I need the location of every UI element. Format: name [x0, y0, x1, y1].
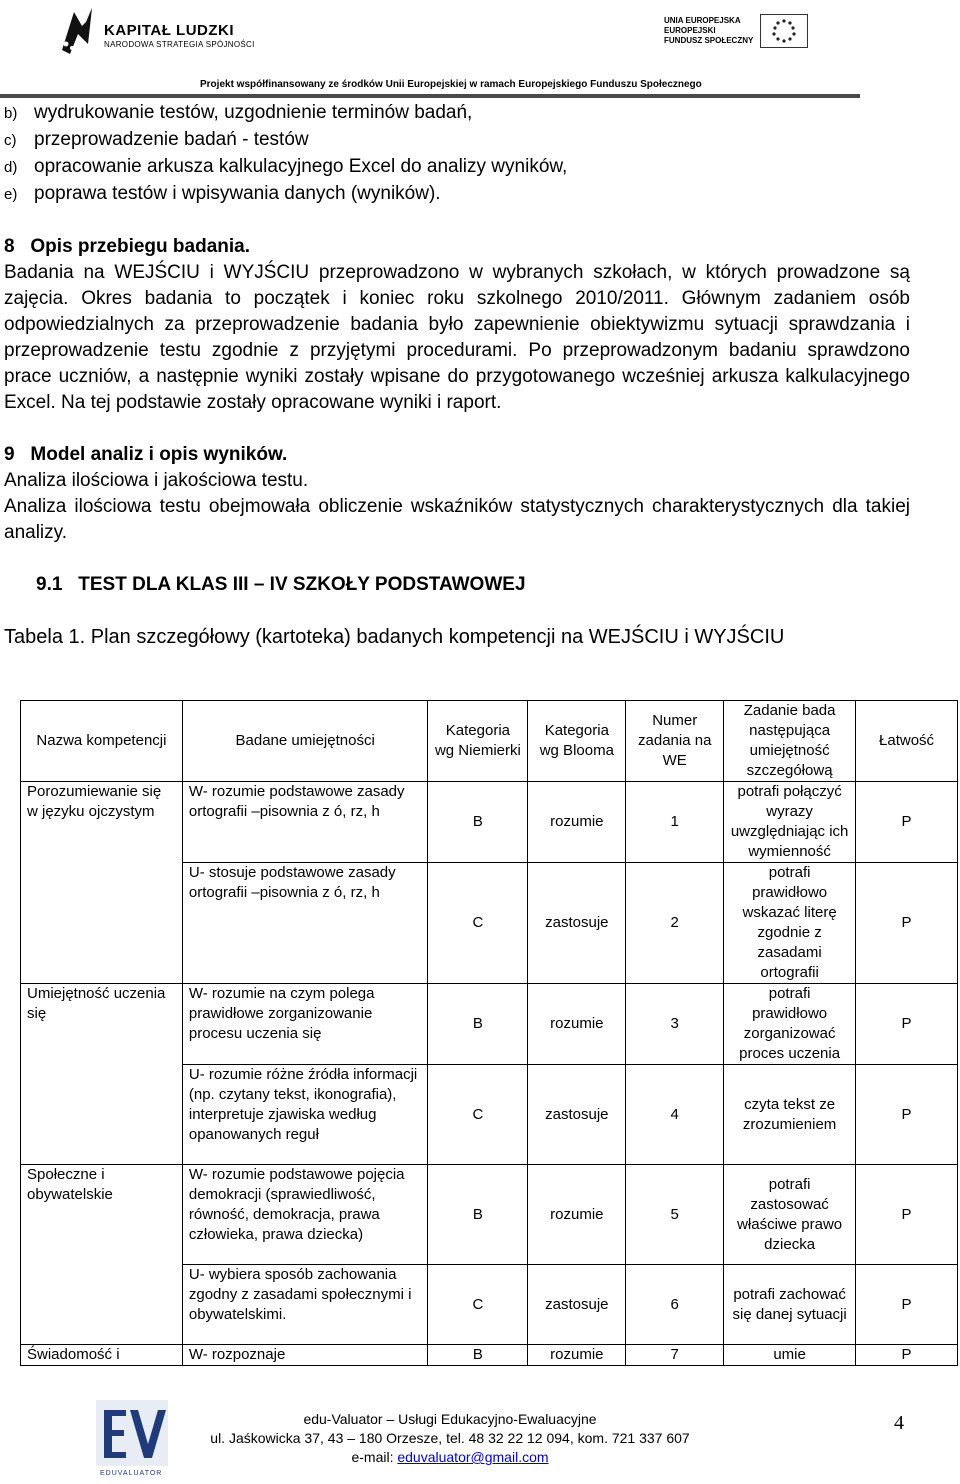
list-item [4, 181, 910, 208]
ease-cell: P [856, 863, 958, 984]
eu-label-line2: EUROPEJSKI [664, 26, 716, 35]
list-marker: d) [4, 159, 18, 176]
competency-table [20, 700, 958, 1366]
section-9-line: Analiza ilościowa i jakościowa testu. [4, 470, 309, 491]
task-number-cell: 7 [626, 1345, 724, 1366]
section-9-1-heading [4, 572, 910, 598]
table-title: Tabela 1. Plan szczegółowy (kartoteka) badanych kompetencji na WEJŚCIU i WYJŚCIU [4, 626, 785, 648]
task-number-cell: 5 [626, 1165, 724, 1265]
niemierko-cell: B [428, 782, 528, 863]
list-text: opracowanie arkusza kalkulacyjnego Excel do analizy wyników, [34, 156, 568, 177]
bloom-cell: zastosuje [528, 1065, 626, 1165]
list-text: przeprowadzenie badań - testów [34, 129, 309, 150]
footer-brand: EDUVALUATOR [100, 1470, 163, 1477]
task-detail-cell: potrafi zachować się danej sytuacji [724, 1265, 856, 1345]
section-9-paragraph: Analiza ilościowa testu obejmowała obliczenie wskaźników statystycznych charakterystycznych dla takiej analizy. [4, 496, 910, 543]
skill-cell: U- rozumie różne źródła informacji (np. czytany tekst, ikonografia), interpretuje zjawiska według opanowanych reguł [182, 1065, 428, 1165]
header-niemierko: Kategoria wg Niemierki [428, 701, 528, 782]
list-text: wydrukowanie testów, uzgodnienie terminów badań, [34, 102, 473, 123]
ease-cell: P [856, 1345, 958, 1366]
task-number-cell: 6 [626, 1265, 724, 1345]
task-detail-cell: czyta tekst ze zrozumieniem [724, 1065, 856, 1165]
skill-cell: W- rozumie podstawowe pojęcia demokracji (sprawiedliwość, równość, demokracja, prawa człowieka, prawa dziecka) [182, 1165, 428, 1265]
section-9-1-number: 9.1 [36, 574, 63, 595]
list-item [4, 100, 910, 127]
competency-cell: Świadomość i [21, 1345, 183, 1366]
ease-cell: P [856, 1165, 958, 1265]
table-row [21, 984, 958, 1065]
eu-flag-icon [760, 14, 808, 48]
ease-cell: P [856, 1265, 958, 1345]
skill-cell: W- rozumie na czym polega prawidłowe zorganizowanie procesu uczenia się [182, 984, 428, 1065]
document-body [4, 98, 910, 650]
bloom-cell: rozumie [528, 1345, 626, 1366]
ease-cell: P [856, 782, 958, 863]
header-competency: Nazwa kompetencji [21, 701, 183, 782]
page-header [0, 0, 960, 100]
list-marker: e) [4, 186, 18, 203]
competency-cell: Umiejętność uczenia się [21, 984, 183, 1165]
footer-company: edu-Valuator – Usługi Edukacyjno-Ewaluacyjne [303, 1411, 597, 1427]
task-detail-cell: potrafi połączyć wyrazy uwzględniając ich wymienność [724, 782, 856, 863]
list-item [4, 127, 910, 154]
bloom-cell: rozumie [528, 782, 626, 863]
list-item [4, 154, 910, 181]
list-marker: b) [4, 105, 18, 122]
ease-cell: P [856, 1065, 958, 1165]
niemierko-cell: B [428, 984, 528, 1065]
footer-email-link[interactable]: eduvaluator@gmail.com [397, 1449, 549, 1465]
kapital-ludzki-logo-icon [52, 4, 102, 56]
kapital-ludzki-subtitle: NARODOWA STRATEGIA SPÓJNOŚCI [104, 40, 255, 49]
header-bloom: Kategoria wg Blooma [528, 701, 626, 782]
header-task-detail: Zadanie bada następująca umiejętność szczegółową [724, 701, 856, 782]
table-row [21, 782, 958, 863]
niemierko-cell: C [428, 1065, 528, 1165]
bloom-cell: zastosuje [528, 1265, 626, 1345]
niemierko-cell: B [428, 1345, 528, 1366]
task-detail-cell: umie [724, 1345, 856, 1366]
competency-cell: Społeczne i obywatelskie [21, 1165, 183, 1345]
skill-cell: W- rozumie podstawowe zasady ortografii –pisownia z ó, rz, h [182, 782, 428, 863]
niemierko-cell: C [428, 1265, 528, 1345]
footer-email-line [200, 1448, 700, 1467]
kapital-ludzki-title: KAPITAŁ LUDZKI [104, 22, 235, 39]
skill-cell: W- rozpoznaje [182, 1345, 428, 1366]
task-detail-cell: potrafi zastosować właściwe prawo dziecka [724, 1165, 856, 1265]
task-detail-cell: potrafi prawidłowo zorganizować proces uczenia [724, 984, 856, 1065]
table-header-row [21, 701, 958, 782]
skill-cell: U- stosuje podstawowe zasady ortografii –pisownia z ó, rz, h [182, 863, 428, 984]
niemierko-cell: B [428, 1165, 528, 1265]
section-9-1-title: TEST DLA KLAS III – IV SZKOŁY PODSTAWOWEJ [78, 574, 526, 595]
header-task-number: Numer zadania na WE [626, 701, 724, 782]
eu-label-line1: UNIA EUROPEJSKA [664, 16, 741, 25]
task-number-cell: 2 [626, 863, 724, 984]
section-8-heading: 8 Opis przebiegu badania. [4, 236, 250, 257]
header-ease: Łatwość [856, 701, 958, 782]
table-row [21, 1165, 958, 1265]
footer-contact [200, 1410, 700, 1467]
footer-email-label: e-mail: [351, 1449, 398, 1465]
list-text: poprawa testów i wpisywania danych (wyników). [34, 183, 441, 204]
page-number: 4 [894, 1412, 904, 1434]
bloom-cell: rozumie [528, 1165, 626, 1265]
ease-cell: P [856, 984, 958, 1065]
section-9-heading: 9 Model analiz i opis wyników. [4, 444, 288, 465]
eduvaluator-logo-icon [96, 1400, 168, 1478]
header-skills: Badane umiejętności [182, 701, 428, 782]
eu-label [664, 16, 753, 46]
task-detail-cell: potrafi prawidłowo wskazać literę zgodnie z zasadami ortografii [724, 863, 856, 984]
list-marker: c) [4, 132, 17, 149]
bloom-cell: zastosuje [528, 863, 626, 984]
bloom-cell: rozumie [528, 984, 626, 1065]
competency-cell: Porozumiewanie się w języku ojczystym [21, 782, 183, 984]
niemierko-cell: C [428, 863, 528, 984]
eu-label-line3: FUNDUSZ SPOŁECZNY [664, 36, 754, 45]
skill-cell: U- wybiera sposób zachowania zgodny z zasadami społecznymi i obywatelskimi. [182, 1265, 428, 1345]
section-8-paragraph: Badania na WEJŚCIU i WYJŚCIU przeprowadzono w wybranych szkołach, w których prowadzone są zajęcia. Okres badania to początek i koniec roku szkolnego 2010/2011. Głównym zadaniem osób odpowiedzialnych za przeprowadzenie badania było zapewnienie obiektywizmu sytuacji sprawdzania i przeprowadzenie testu zgodnie z przyjętymi procedurami. Po przeprowadzonym badaniu sprawdzono prace uczniów, a następnie wyniki zostały wpisane do przygotowanego wcześniej arkusza kalkulacyjnego Excel. Na tej podstawie zostały opracowane wyniki i raport. [4, 262, 910, 413]
task-number-cell: 3 [626, 984, 724, 1065]
task-number-cell: 4 [626, 1065, 724, 1165]
table-row [21, 1345, 958, 1366]
project-cofinancing-line: Projekt współfinansowany ze środków Unii Europejskiej w ramach Europejskiego Funduszu Społecznego [200, 79, 702, 90]
footer-address: ul. Jaśkowicka 37, 43 – 180 Orzesze, tel. 48 32 22 12 094, kom. 721 337 607 [210, 1430, 690, 1446]
task-number-cell: 1 [626, 782, 724, 863]
